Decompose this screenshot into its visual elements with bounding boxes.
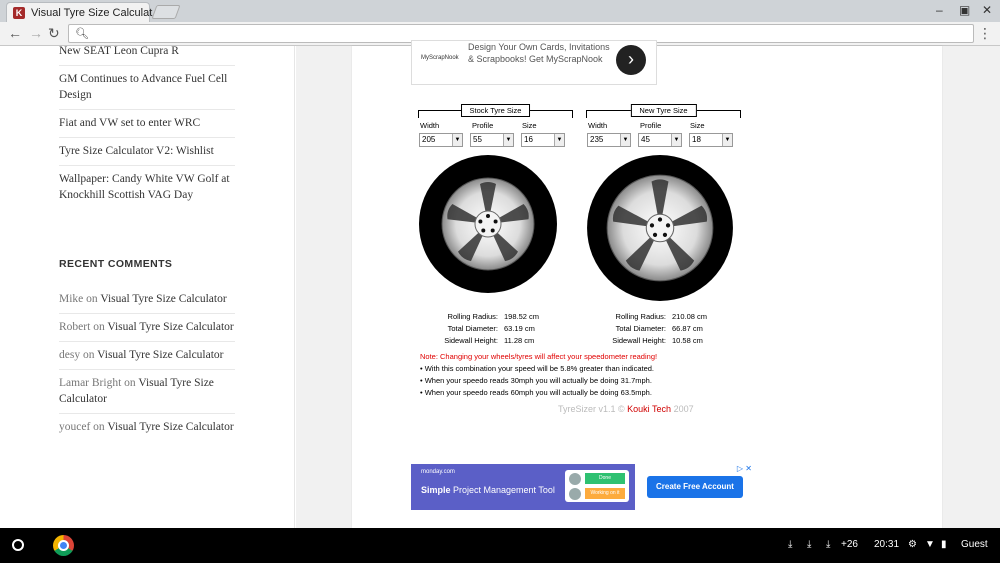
stock-width-select[interactable]: 205 ▼ [419,133,463,147]
comment-post-link[interactable]: Visual Tyre Size Calculator [107,421,234,433]
new-size-select[interactable]: 18 ▼ [689,133,733,147]
battery-icon[interactable]: ▮ [941,539,947,550]
tab-title: Visual Tyre Size Calculat [31,6,153,19]
stock-tyre-title: Stock Tyre Size [461,104,531,117]
post-link[interactable]: Wallpaper: Candy White VW Golf at Knockhill Scottish VAG Day [59,173,230,201]
ad-arrow-button[interactable]: › [616,45,646,75]
new-rolling-radius: 210.08 cm [672,312,708,321]
chevron-down-icon: ▼ [722,134,732,146]
ad-text: Design Your Own Cards, Invitations & Scrapbooks! Get MyScrapNook [468,42,610,64]
comment-author: Lamar Bright [59,377,122,389]
stock-wheel-icon [418,154,558,294]
avatar [569,473,581,485]
status-badge: Done [585,473,625,484]
tab-bar [0,0,1000,22]
new-sidewall-height: 10.58 cm [672,336,703,345]
comment-post-link[interactable]: Visual Tyre Size Calculator [97,349,224,361]
new-total-diameter: 66.87 cm [672,324,703,333]
profile-label: Profile [640,121,662,130]
user-label[interactable]: Guest [961,539,988,550]
download-icon[interactable]: ⤓ [788,539,793,550]
speedo-notes [420,351,657,399]
ad-banner-top[interactable] [411,40,657,85]
speedo-warning: Note: Changing your wheels/tyres will affect your speedometer reading! [420,352,658,361]
maximize-icon[interactable]: ▣ [959,3,971,17]
site-favicon-icon: K [13,7,25,19]
minimize-icon[interactable]: – [936,3,943,17]
ad-mockup [565,470,629,502]
credit-line: TyreSizer v1.1 © Kouki Tech 2007 [558,404,694,414]
comment-post-link[interactable]: Visual Tyre Size Calculator [100,293,227,305]
width-label: Width [420,121,440,130]
sidebar [0,46,295,528]
browser-menu-icon[interactable]: ⋮ [978,25,992,41]
ad-brand: MyScrapNook [421,55,459,61]
forward-icon[interactable]: → [29,25,43,41]
settings-icon[interactable]: ⚙ [908,539,917,550]
new-width-select[interactable]: 235 ▼ [587,133,631,147]
main-content [352,42,942,528]
note-line: • When your speedo reads 30mph you will actually be doing 31.7mph. [420,376,652,385]
avatar [569,488,581,500]
new-profile-select[interactable]: 45 ▼ [638,133,682,147]
chevron-down-icon: ▼ [620,134,630,146]
back-icon[interactable]: ← [8,25,22,41]
comment-item: desy on Visual Tyre Size Calculator [59,342,235,370]
adchoices-icon[interactable]: ▷ ✕ [736,464,752,473]
download-icon[interactable]: ⤓ [807,539,812,550]
launcher-icon[interactable] [12,539,24,551]
reload-icon[interactable]: ↻ [48,25,60,41]
stock-total-diameter: 63.19 cm [504,324,535,333]
comment-author: Mike [59,293,84,305]
search-icon: 🔍︎ [75,28,89,40]
create-account-button[interactable]: Create Free Account [647,476,743,498]
ad-banner-bottom[interactable] [411,464,754,510]
comment-post-link[interactable]: Visual Tyre Size Calculator [107,321,234,333]
comment-item: Mike on Visual Tyre Size Calculator [59,286,235,314]
comment-author: youcef [59,421,91,433]
note-line: • When your speedo reads 60mph you will actually be doing 63.5mph. [420,388,652,397]
comment-item: Robert on Visual Tyre Size Calculator [59,314,235,342]
recent-comments-list [59,286,235,441]
profile-label: Profile [472,121,494,130]
web-page [0,42,1000,528]
stock-size-select[interactable]: 16 ▼ [521,133,565,147]
download-icon[interactable]: ⤓ [826,539,831,550]
post-link[interactable]: New SEAT Leon Cupra R [59,38,235,66]
stock-rolling-radius: 198.52 cm [504,312,540,321]
size-label: Size [522,121,537,130]
browser-tab[interactable] [6,2,153,22]
comment-item: Lamar Bright on Visual Tyre Size Calculator [59,370,235,414]
notification-count[interactable]: +26 [841,539,858,550]
chevron-down-icon: ▼ [503,134,513,146]
note-line: • With this combination your speed will be 5.8% greater than indicated. [420,364,655,373]
ad-panel [411,464,635,510]
wifi-icon[interactable]: ▼ [925,539,935,550]
chevron-down-icon: ▼ [452,134,462,146]
new-wheel-icon [586,154,734,302]
stock-profile-select[interactable]: 55 ▼ [470,133,514,147]
clock[interactable]: 20:31 [874,539,900,550]
new-stats: Rolling Radius: 210.08 cm Total Diameter: 66.87 cm Sidewall Height: 10.58 cm [612,312,708,345]
post-link[interactable]: GM Continues to Advance Fuel Cell Design [59,66,235,110]
comment-post-link[interactable]: Visual Tyre Size Calculator [59,377,214,405]
size-label: Size [690,121,705,130]
comment-author: Robert [59,321,91,333]
chevron-down-icon: ▼ [671,134,681,146]
stock-sidewall-height: 11.28 cm [504,336,535,345]
new-tab-button[interactable] [151,5,180,19]
post-link[interactable]: Fiat and VW set to enter WRC [59,110,235,138]
ad-brand: monday.com [421,469,455,475]
chevron-down-icon: ▼ [554,134,564,146]
post-link[interactable]: Tyre Size Calculator V2: Wishlist [59,138,235,166]
comment-author: desy [59,349,81,361]
kouki-tech-link[interactable]: Kouki Tech [627,404,672,414]
chrome-app-icon[interactable] [53,535,74,556]
stock-stats: Rolling Radius: 198.52 cm Total Diameter: 63.19 cm Sidewall Height: 11.28 cm [444,312,540,345]
status-badge: Working on it [585,488,625,499]
comment-item: youcef on Visual Tyre Size Calculator [59,421,234,433]
window-close-icon[interactable]: ✕ [982,3,993,17]
ad-title: Simple Project Management Tool [421,485,555,495]
width-label: Width [588,121,608,130]
recent-posts-list [59,38,235,209]
recent-comments-heading: RECENT COMMENTS [59,258,173,270]
new-tyre-title: New Tyre Size [630,104,696,117]
system-shelf [0,528,1000,563]
